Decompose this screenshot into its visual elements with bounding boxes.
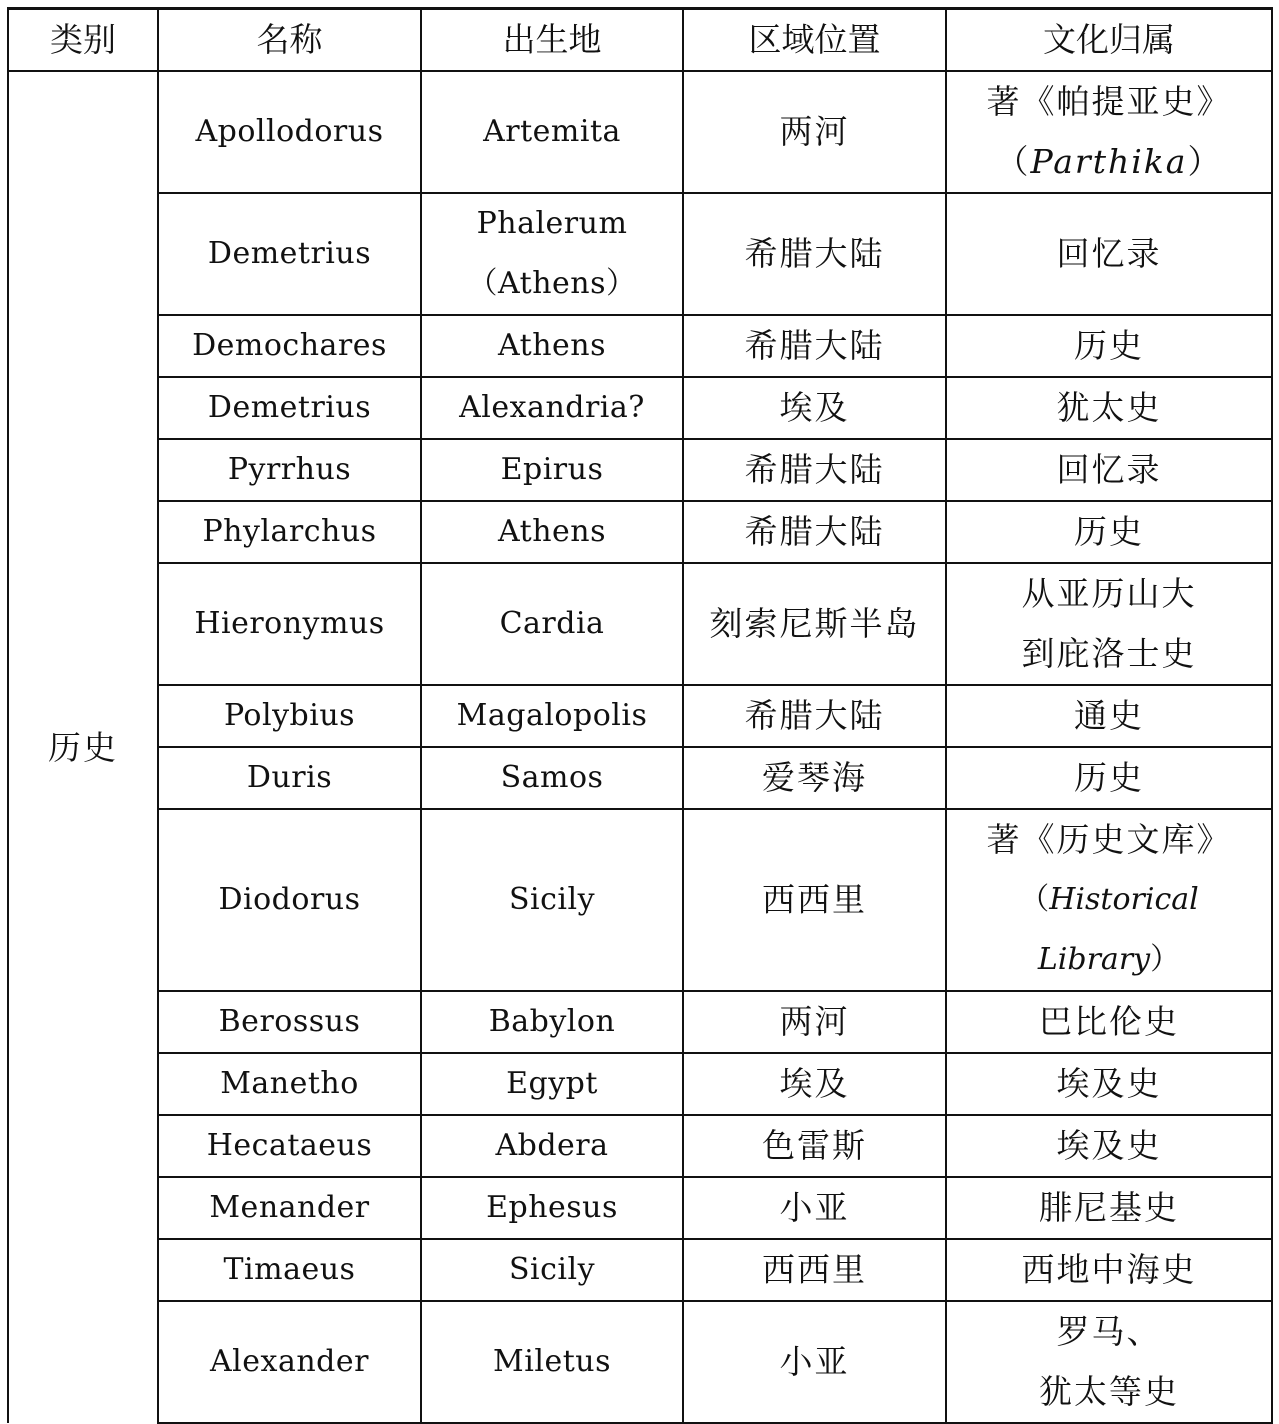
- region-cell: 刻索尼斯半岛: [683, 563, 946, 685]
- birthplace-line: （Athens）: [467, 266, 637, 301]
- name-cell: Demochares: [158, 315, 421, 377]
- culture-line: 到庇洛士史: [1021, 634, 1197, 673]
- culture-cell: [946, 1301, 1272, 1423]
- birthplace-cell: Sicily: [421, 809, 683, 991]
- table-row: [8, 1053, 1272, 1115]
- culture-line: 从亚历山大: [1021, 574, 1197, 613]
- paren-open: （: [1019, 882, 1050, 917]
- name-cell: Hieronymus: [158, 563, 421, 685]
- name-cell: Timaeus: [158, 1239, 421, 1301]
- birthplace-cell: Babylon: [421, 991, 683, 1053]
- name-cell: Duris: [158, 747, 421, 809]
- culture-line: 罗马、: [1056, 1312, 1162, 1351]
- table-row: [8, 1115, 1272, 1177]
- name-cell: Diodorus: [158, 809, 421, 991]
- name-cell: Pyrrhus: [158, 439, 421, 501]
- culture-line: 著《帕提亚史》: [986, 82, 1232, 121]
- culture-cell: 腓尼基史: [946, 1177, 1272, 1239]
- table-row: [8, 563, 1272, 685]
- table-row: [8, 1239, 1272, 1301]
- birthplace-cell: Abdera: [421, 1115, 683, 1177]
- region-cell: 希腊大陆: [683, 193, 946, 315]
- name-cell: Manetho: [158, 1053, 421, 1115]
- culture-cell: 历史: [946, 315, 1272, 377]
- table-row: [8, 991, 1272, 1053]
- culture-cell: [946, 563, 1272, 685]
- birthplace-cell: [421, 193, 683, 315]
- region-cell: 希腊大陆: [683, 501, 946, 563]
- table-row: [8, 193, 1272, 315]
- table-row: [8, 747, 1272, 809]
- header-row: [8, 9, 1272, 72]
- header-region: 区域位置: [683, 9, 946, 72]
- birthplace-cell: Samos: [421, 747, 683, 809]
- region-cell: 西西里: [683, 1239, 946, 1301]
- culture-cell: 通史: [946, 685, 1272, 747]
- region-cell: 小亚: [683, 1301, 946, 1423]
- table-row: [8, 809, 1272, 991]
- header-culture: 文化归属: [946, 9, 1272, 72]
- culture-line: [947, 870, 1271, 990]
- birthplace-cell: Egypt: [421, 1053, 683, 1115]
- region-cell: 两河: [683, 71, 946, 193]
- name-cell: Hecataeus: [158, 1115, 421, 1177]
- region-cell: 希腊大陆: [683, 685, 946, 747]
- table-row: [8, 71, 1272, 193]
- table-row: [8, 501, 1272, 563]
- region-cell: 埃及: [683, 377, 946, 439]
- region-cell: 西西里: [683, 809, 946, 991]
- category-cell: 历史: [8, 71, 158, 1423]
- name-cell: Demetrius: [158, 377, 421, 439]
- culture-cell: 犹太史: [946, 377, 1272, 439]
- culture-cell: 西地中海史: [946, 1239, 1272, 1301]
- region-cell: 埃及: [683, 1053, 946, 1115]
- birthplace-cell: Alexandria?: [421, 377, 683, 439]
- birthplace-cell: Cardia: [421, 563, 683, 685]
- culture-cell: 回忆录: [946, 193, 1272, 315]
- name-cell: Alexander: [158, 1301, 421, 1423]
- birthplace-cell: Miletus: [421, 1301, 683, 1423]
- table-row: [8, 439, 1272, 501]
- table-row: [8, 1177, 1272, 1239]
- table-row: [8, 1301, 1272, 1423]
- culture-line: 犹太等史: [1039, 1372, 1179, 1411]
- italic-title: Historical Library: [1037, 882, 1199, 977]
- paren-close: ）: [1187, 142, 1223, 181]
- historians-table: [7, 7, 1273, 1424]
- culture-cell: 历史: [946, 501, 1272, 563]
- name-cell: Demetrius: [158, 193, 421, 315]
- region-cell: 希腊大陆: [683, 439, 946, 501]
- birthplace-cell: Artemita: [421, 71, 683, 193]
- birthplace-line: Phalerum: [476, 206, 628, 241]
- birthplace-cell: Magalopolis: [421, 685, 683, 747]
- culture-cell: [946, 809, 1272, 991]
- header-birthplace: 出生地: [421, 9, 683, 72]
- italic-title: Parthika: [1030, 142, 1188, 181]
- paren-close: ）: [1150, 942, 1181, 977]
- birthplace-cell: Sicily: [421, 1239, 683, 1301]
- header-name: 名称: [158, 9, 421, 72]
- name-cell: Berossus: [158, 991, 421, 1053]
- paren-open: （: [995, 142, 1031, 181]
- name-cell: Polybius: [158, 685, 421, 747]
- region-cell: 希腊大陆: [683, 315, 946, 377]
- birthplace-cell: Athens: [421, 315, 683, 377]
- culture-cell: [946, 71, 1272, 193]
- birthplace-cell: Epirus: [421, 439, 683, 501]
- name-cell: Apollodorus: [158, 71, 421, 193]
- culture-cell: 回忆录: [946, 439, 1272, 501]
- table-row: [8, 315, 1272, 377]
- region-cell: 小亚: [683, 1177, 946, 1239]
- region-cell: 两河: [683, 991, 946, 1053]
- culture-cell: 埃及史: [946, 1053, 1272, 1115]
- table-row: [8, 377, 1272, 439]
- table-row: [8, 685, 1272, 747]
- culture-line: 著《历史文库》: [986, 820, 1232, 859]
- culture-cell: 埃及史: [946, 1115, 1272, 1177]
- header-category: 类别: [8, 9, 158, 72]
- culture-line: [947, 132, 1271, 192]
- name-cell: Menander: [158, 1177, 421, 1239]
- culture-cell: 历史: [946, 747, 1272, 809]
- birthplace-cell: Ephesus: [421, 1177, 683, 1239]
- name-cell: Phylarchus: [158, 501, 421, 563]
- region-cell: 色雷斯: [683, 1115, 946, 1177]
- culture-cell: 巴比伦史: [946, 991, 1272, 1053]
- table-container: [7, 7, 1271, 1411]
- birthplace-cell: Athens: [421, 501, 683, 563]
- region-cell: 爱琴海: [683, 747, 946, 809]
